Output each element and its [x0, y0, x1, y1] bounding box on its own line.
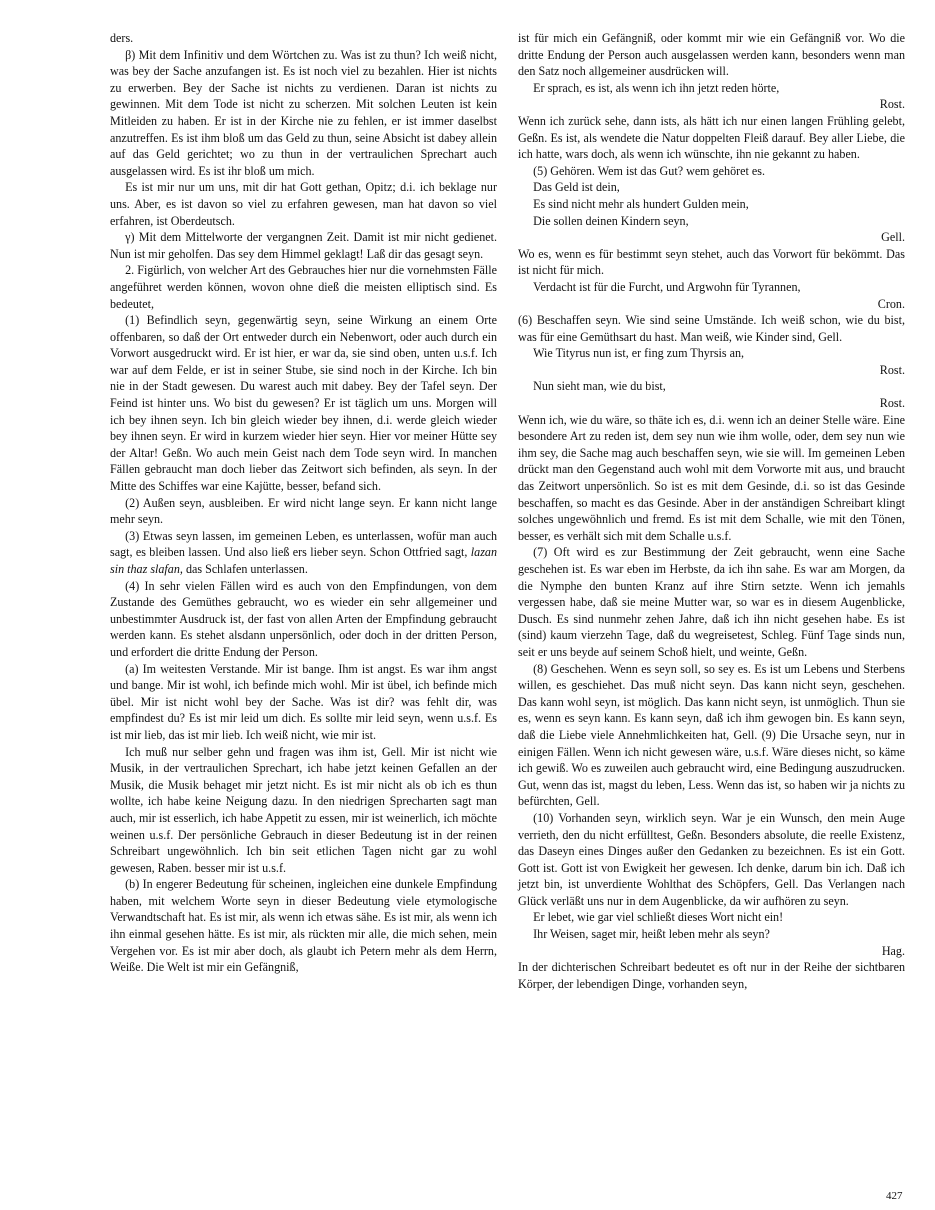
paragraph: (1) Befindlich seyn, gegenwärtig seyn, seine Wirkung an einem Orte offenbaren, so daß der Ort entweder durch ein Nebenwort, oder auch durch ein Vorwort ausgedruckt wird. Er ist hier, er war da, sie sind oben, unten u.s.f. Ich war auf dem Felde, er ist in seiner Stube, sie sind noch in der Kirche. Ich bin nie in der Stadt gewesen. Du warest auch mit dabey. Bey der Tafel seyn. Der Feind ist hinter uns. Wo bist du gewesen? Er ist täglich um uns. Morgen will ich bey ihnen seyn. Ich bin gleich wieder bey ihnen, d.i. werde gleich wieder bey ihnen seyn. Er wird in kurzem wieder hier seyn. Hier vor meiner Hütte sey der Altar! Geßn. Wo auch mein Geist nach dem Tode seyn wird. In manchen Fällen gebraucht man doch lieber das Zeitwort sich befinden, als seyn. In der Mitte des Schiffes war eine Kajütte, besser, befand sich. — [110, 313, 497, 494]
paragraph: (a) Im weitesten Verstande. Mir ist bange. Ihm ist angst. Es war ihm angst und bange. Mir ist wohl, ich befinde mich wohl. Mir ist übel, ich befinde mich übel. Mir ist nicht wohl bey der Sache. Was ist dir? was fehlt dir, was empfindest du? Es ist mir leid um dich. Es sollte mir leid seyn, wenn u.s.f. Es ist mir lieb, das ist mir lieb. Ich weiß nicht, wie mir ist. — [110, 661, 497, 742]
page-number: 427 — [886, 1190, 903, 1202]
paragraph: Wenn ich, wie du wäre, so thäte ich es, d.i. wenn ich an deiner Stelle wäre. Eine besondere Art zu reden ist, dem sey nun wie ihm wolle, oder, dem sey nun wie ihm sey, die Sache mag auch beschaffen seyn, wie sie will. Im gemeinen Leben drückt man den Gegenstand auch wohl mit dem Vorworte mit aus, und braucht das Zeitwort unpersönlich. So ist es mit dem Gesinde, d.i. so ist das Gesinde beschaffen, so macht es das Gesinde. Aber in der anständigen Schreibart klingt solches ungewöhnlich und fremd. Es ist mit dem Schalle, wie mit den Tönen, besser, es verhält sich mit dem Schalle u.s.f. — [518, 412, 905, 543]
source-attribution: Rost. — [879, 362, 905, 377]
left-column — [110, 30, 497, 976]
paragraph: ders. — [110, 31, 134, 45]
verse-line: Es sind nicht mehr als hundert Gulden mein, — [533, 196, 749, 211]
paragraph: (b) In engerer Bedeutung für scheinen, ingleichen eine dunkele Empfindung haben, mit welchem Worte seyn in dieser Bedeutung viele etymologische Verwandtschaft hat. Es ist mir, als wenn ich etwas sähe. Es ist mir, als wenn ich ihn einmal gesehen hätte. Es ist mir, als rückten mir alle, die mich sehen, mein Vergehen vor. Es ist mir aber doch, als glaubt ich Petern mehr als dem Herrn, Weiße. Die Welt ist mir ein Gefängniß, — [110, 877, 497, 975]
verse-line: Ihr Weisen, saget mir, heißt leben mehr als seyn? — [533, 927, 770, 942]
paragraph: (7) Oft wird es zur Bestimmung der Zeit gebraucht, wenn eine Sache geschehen ist. Es war eben im Herbste, da ich ihn sahe. Es war am Morgen, da die Nymphe den bunten Kranz auf ihre Stirn setzte. Wenn ich jemahls vergessen habe, daß sie meine Mutter war, so war es in diesem Augenblicke, Dusch. Es sind nunmehr zehen Jahre, daß ich ihn nicht gesehen habe. Es ist (sind) kaum vierzehn Tage, daß du wegreisetest, Schleg. Fünf Tage sinds nun, seit er uns beyde auf seinem Schoß hielt, und weinte, Geßn. — [518, 545, 905, 659]
paragraph: Wenn ich zurück sehe, dann ists, als hätt ich nur einen langen Frühling gelebt, Geßn. Es ist, als wendete die Natur doppelten Fleiß darauf. Bey aller Liebe, die ich hatte, wars doch, als wenn ich wünschte, ihn nie gekannt zu haben. — [518, 113, 905, 162]
paragraph — [110, 528, 497, 578]
verse-line: Verdacht ist für die Furcht, und Argwohn für Tyrannen, — [533, 279, 801, 294]
text-span: (3) Etwas seyn lassen, im gemeinen Leben, es unterlassen, wofür man auch sagt, es bleiben lassen. Und also ließ ers lieber seyn. Schon Ottfried sagt, — [110, 528, 497, 560]
verse-line: Die sollen deinen Kindern seyn, — [533, 213, 689, 228]
paragraph: Wo es, wenn es für bestimmt seyn stehet, auch das Vorwort für bekömmt. Das ist nicht für mich. — [518, 246, 905, 278]
paragraph: (6) Beschaffen seyn. Wie sind seine Umstände. Ich weiß schon, wie du bist, was für eine Gemüthsart du hast. Man weiß, wie Kinder sind, Gell. — [518, 313, 905, 344]
paragraph: In der dichterischen Schreibart bedeutet es oft nur in der Reihe der sichtbaren Körper, der lebendigen Dinge, vorhanden seyn, — [518, 960, 905, 991]
paragraph: ist für mich ein Gefängniß, oder kommt mir wie ein Gefängniß vor. Wo die dritte Endung der Person auch ausgelassen werden kann, besonders wenn man den Satz noch allgemeiner ausdrücken will. — [518, 31, 905, 79]
paragraph: γ) Mit dem Mittelworte der vergangnen Zeit. Damit ist mir nicht gedienet. Nun ist mir geholfen. Das sey dem Himmel geklagt! Laß dir das gesagt seyn. — [110, 230, 497, 261]
paragraph: (4) In sehr vielen Fällen wird es auch von den Empfindungen, von dem Zustande des Gemüthes gebraucht, wo es wieder ein sehr allgemeiner und unbestimmter Ausdruck ist, der fast von allen Arten der Empfindung gebraucht werden kann. Es stehet alsdann unpersönlich, oder doch in der dritten Person, und erfordert die dritte Endung der Person. — [110, 578, 497, 659]
right-column — [518, 30, 905, 992]
verse-line: Das Geld ist dein, — [533, 180, 620, 195]
paragraph: (5) Gehören. Wem ist das Gut? wem gehöret es. — [533, 163, 766, 178]
paragraph: (2) Außen seyn, ausbleiben. Er wird nicht lange seyn. Er kann nicht lange mehr seyn. — [110, 495, 497, 527]
source-attribution: Cron. — [877, 296, 905, 311]
source-attribution: Gell. — [881, 230, 905, 245]
verse-line: Nun sieht man, wie du bist, — [533, 379, 666, 394]
paragraph: Es ist mir nur um uns, mit dir hat Gott gethan, Opitz; d.i. ich beklage nur uns. Aber, es ist davon so viel zu erfahren gewesen, man hat davon so viel erfahren, ist Oberdeutsch. — [110, 180, 497, 228]
paragraph: Ich muß nur selber gehn und fragen was ihm ist, Gell. Mir ist nicht wie Musik, in der vertraulichen Sprechart, ich habe jetzt keinen Gefallen an der Musik, die Musik behaget mir jetzt nicht. Es ist mir nicht als ob ich es thun wollte, ich habe keine Neigung dazu. In den niedrigen Sprecharten sagt man auch, mir ist esserlich, ich habe Appetit zu essen, mir ist weinerlich, ich möchte weinen u.s.f. Der persönliche Gebrauch in dieser Bedeutung ist in der reinen Schreibart ungewöhnlich. Ich bin seit etlichen Tagen nicht gar zu wohl gewesen, Raben. besser mir ist u.s.f. — [110, 744, 497, 875]
verse-line: Er lebet, wie gar viel schließt dieses Wort nicht ein! — [533, 910, 784, 925]
text-span: das Schlafen unterlassen. — [182, 562, 308, 576]
paragraph: (10) Vorhanden seyn, wirklich seyn. War je ein Wunsch, den mein Auge verrieth, den du nicht erfülltest, Geßn. Besonders absolute, die reelle Existenz, das Daseyn eines Dinges außer den Gedanken zu bezeichnen. Es ist ein Gott. Gott ist. Gott ist von Ewigkeit her gewesen. Ich denke, darum bin ich. Daß ich jetzt bin, ist unverdiente Wohlthat des Schöpfers, Gell. Das Verlangen nach Glück verläßt uns nur in dem Augenblicke, da wir aufhören zu seyn. — [518, 810, 905, 908]
source-attribution: Rost. — [879, 396, 905, 411]
source-attribution: Rost. — [879, 97, 905, 112]
verse-line: Er sprach, es ist, als wenn ich ihn jetzt reden hörte, — [533, 80, 780, 95]
paragraph: (8) Geschehen. Wenn es seyn soll, so sey es. Es ist um Lebens und Sterbens willen, es geschiehet. Das muß nicht seyn. Das kann nicht seyn, geschehen. Das kann wohl seyn, ist möglich. Das kann nicht seyn, ist unmöglich. Thun sie es, wenn es seyn kann. Es kann seyn, daß ich ihm gewogen bin. Es kann seyn, daß die Liebe viele Annehmlichkeiten hat, Gell. (9) Die Ursache seyn, nur in einigen Fällen. Wenn ich nicht gewesen wäre, u.s.f. Wäre dieses nicht, so käme ich gewiß. Wo es zuweilen auch gebraucht wird, eine Bedingung auszudrucken. Gut, wenn das ist, magst du leben, Less. Wenn das ist, so haben wir ja nichts zu befürchten, Gell. — [518, 661, 905, 809]
paragraph: β) Mit dem Infinitiv und dem Wörtchen zu. Was ist zu thun? Ich weiß nicht, was bey der Sache anzufangen ist. Es ist noch viel zu bezahlen. Hier ist nichts zu erwerben. Bey der Sache ist nichts zu verdienen. Daran ist nichts zu gewinnen. Mit dem Tode ist nicht zu scherzen. Mit solchen Leuten ist kein Mitleiden zu haben. Er ist in der Kirche nie zu fehlen, er ist immer daselbst anzutreffen. Es ist ihm bloß um das Geld zu thun, seine Absicht ist dabey allein auf das Geld gerichtet; wo zu thun in der vertraulichen Sprechart auch ausgelassen wird. Es ist ihr bloß um mich. — [110, 47, 497, 178]
old-german-quote: lazan sin thaz slafan, — [110, 545, 497, 576]
verse-line: Wie Tityrus nun ist, er fing zum Thyrsis an, — [533, 346, 745, 361]
source-attribution: Hag. — [881, 943, 905, 958]
paragraph: 2. Figürlich, von welcher Art des Gebrauches hier nur die vornehmsten Fälle angeführet werden können, wovon ohne dieß die meisten elliptisch sind. Es bedeutet, — [110, 263, 497, 311]
